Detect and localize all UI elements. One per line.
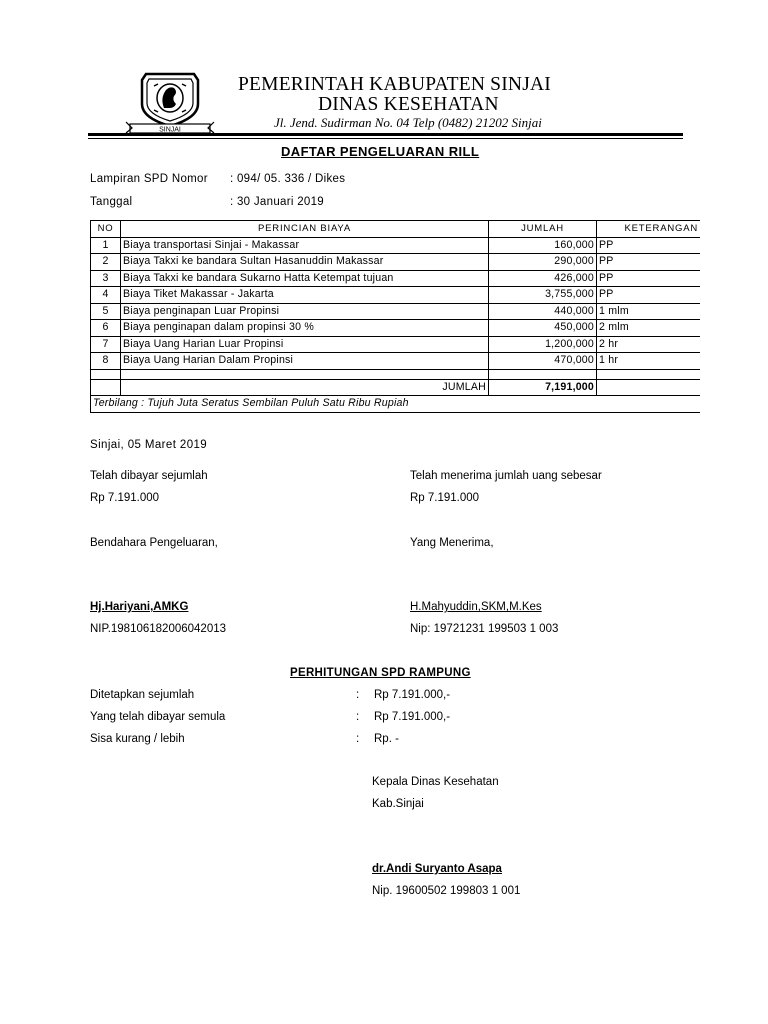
col-header-no: NO — [91, 221, 121, 238]
document-title: DAFTAR PENGELUARAN RILL — [281, 144, 480, 159]
calc-label: Sisa kurang / lebih — [90, 733, 185, 745]
table-total-row — [91, 379, 701, 396]
table-row — [91, 254, 701, 271]
logo-text: SINJAI — [159, 126, 181, 134]
amount-in-words: Terbilang : Tujuh Juta Seratus Sembilan Puluh Satu Ribu Rupiah — [91, 396, 701, 413]
tanggal-value: : 30 Januari 2019 — [230, 196, 324, 208]
head-place: Kab.Sinjai — [372, 798, 424, 810]
row-no: 3 — [91, 270, 121, 287]
table-row — [91, 320, 701, 337]
row-no: 5 — [91, 303, 121, 320]
table-row — [91, 270, 701, 287]
calc-value: Rp. - — [374, 733, 399, 745]
col-header-note: KETERANGAN — [597, 221, 701, 238]
table-row — [91, 336, 701, 353]
row-no: 8 — [91, 353, 121, 370]
row-amount: 3,755,000 — [489, 287, 597, 304]
total-amount: 7,191,000 — [489, 379, 597, 396]
calc-value: Rp 7.191.000,- — [374, 711, 451, 723]
org-name-line1: PEMERINTAH KABUPATEN SINJAI — [238, 74, 551, 95]
col-header-amount: JUMLAH — [489, 221, 597, 238]
letterhead-rule-thick — [88, 133, 683, 136]
table-header-row — [91, 221, 701, 238]
table-row — [91, 303, 701, 320]
tanggal-label: Tanggal — [90, 196, 133, 208]
row-no: 1 — [91, 237, 121, 254]
row-description: Biaya penginapan dalam propinsi 30 % — [121, 320, 489, 337]
head-title: Kepala Dinas Kesehatan — [372, 776, 499, 788]
left-signer-name: Hj.Hariyani,AMKG — [90, 601, 189, 613]
row-description: Biaya Uang Harian Dalam Propinsi — [121, 353, 489, 370]
total-label: JUMLAH — [121, 379, 489, 396]
table-empty-row — [91, 369, 701, 379]
row-note: PP — [597, 270, 701, 287]
row-note: 1 hr — [597, 353, 701, 370]
col-header-description: PERINCIAN BIAYA — [121, 221, 489, 238]
table-row — [91, 353, 701, 370]
org-address: Jl. Jend. Sudirman No. 04 Telp (0482) 21202 Sinjai — [274, 115, 542, 130]
row-note: PP — [597, 287, 701, 304]
terbilang-row — [91, 396, 701, 413]
row-description: Biaya Takxi ke bandara Sukarno Hatta Ketempat tujuan — [121, 270, 489, 287]
calc-separator: : — [356, 689, 360, 701]
table-clip-mask — [700, 215, 768, 415]
left-paid-amount: Rp 7.191.000 — [90, 492, 160, 504]
row-note: 2 hr — [597, 336, 701, 353]
row-note: 1 mlm — [597, 303, 701, 320]
row-note: PP — [597, 254, 701, 271]
row-amount: 450,000 — [489, 320, 597, 337]
row-amount: 426,000 — [489, 270, 597, 287]
row-description: Biaya Uang Harian Luar Propinsi — [121, 336, 489, 353]
row-no: 6 — [91, 320, 121, 337]
right-signer-role: Yang Menerima, — [410, 537, 494, 549]
row-description: Biaya Takxi ke bandara Sultan Hasanuddin Makassar — [121, 254, 489, 271]
right-signer-nip: Nip: 19721231 199503 1 003 — [410, 623, 559, 635]
calc-separator: : — [356, 733, 360, 745]
row-amount: 470,000 — [489, 353, 597, 370]
expense-table — [90, 220, 701, 413]
lampiran-label: Lampiran SPD Nomor — [90, 173, 208, 185]
row-amount: 290,000 — [489, 254, 597, 271]
org-name-line2: DINAS KESEHATAN — [318, 94, 499, 115]
calc-separator: : — [356, 711, 360, 723]
lampiran-value: : 094/ 05. 336 / Dikes — [230, 173, 346, 185]
calc-value: Rp 7.191.000,- — [374, 689, 451, 701]
calc-label: Ditetapkan sejumlah — [90, 689, 195, 701]
row-no: 4 — [91, 287, 121, 304]
row-note: PP — [597, 237, 701, 254]
head-signer-nip: Nip. 19600502 199803 1 001 — [372, 885, 521, 897]
letterhead-rule-thin — [88, 138, 683, 139]
right-received-text: Telah menerima jumlah uang sebesar — [410, 470, 602, 482]
table-row — [91, 287, 701, 304]
head-signer-name: dr.Andi Suryanto Asapa — [372, 863, 502, 875]
row-note: 2 mlm — [597, 320, 701, 337]
left-signer-role: Bendahara Pengeluaran, — [90, 537, 218, 549]
row-amount: 1,200,000 — [489, 336, 597, 353]
right-signer-name: H.Mahyuddin,SKM,M.Kes — [410, 601, 542, 613]
row-no: 7 — [91, 336, 121, 353]
calculation-title: PERHITUNGAN SPD RAMPUNG — [290, 667, 471, 679]
row-no: 2 — [91, 254, 121, 271]
row-description: Biaya transportasi Sinjai - Makassar — [121, 237, 489, 254]
regency-emblem-logo — [124, 70, 216, 134]
place-date: Sinjai, 05 Maret 2019 — [90, 439, 208, 451]
calc-label: Yang telah dibayar semula — [90, 711, 226, 723]
row-amount: 160,000 — [489, 237, 597, 254]
table-row — [91, 237, 701, 254]
row-description: Biaya Tiket Makassar - Jakarta — [121, 287, 489, 304]
left-paid-text: Telah dibayar sejumlah — [90, 470, 208, 482]
row-description: Biaya penginapan Luar Propinsi — [121, 303, 489, 320]
right-received-amount: Rp 7.191.000 — [410, 492, 480, 504]
row-amount: 440,000 — [489, 303, 597, 320]
left-signer-nip: NIP.198106182006042013 — [90, 623, 227, 635]
